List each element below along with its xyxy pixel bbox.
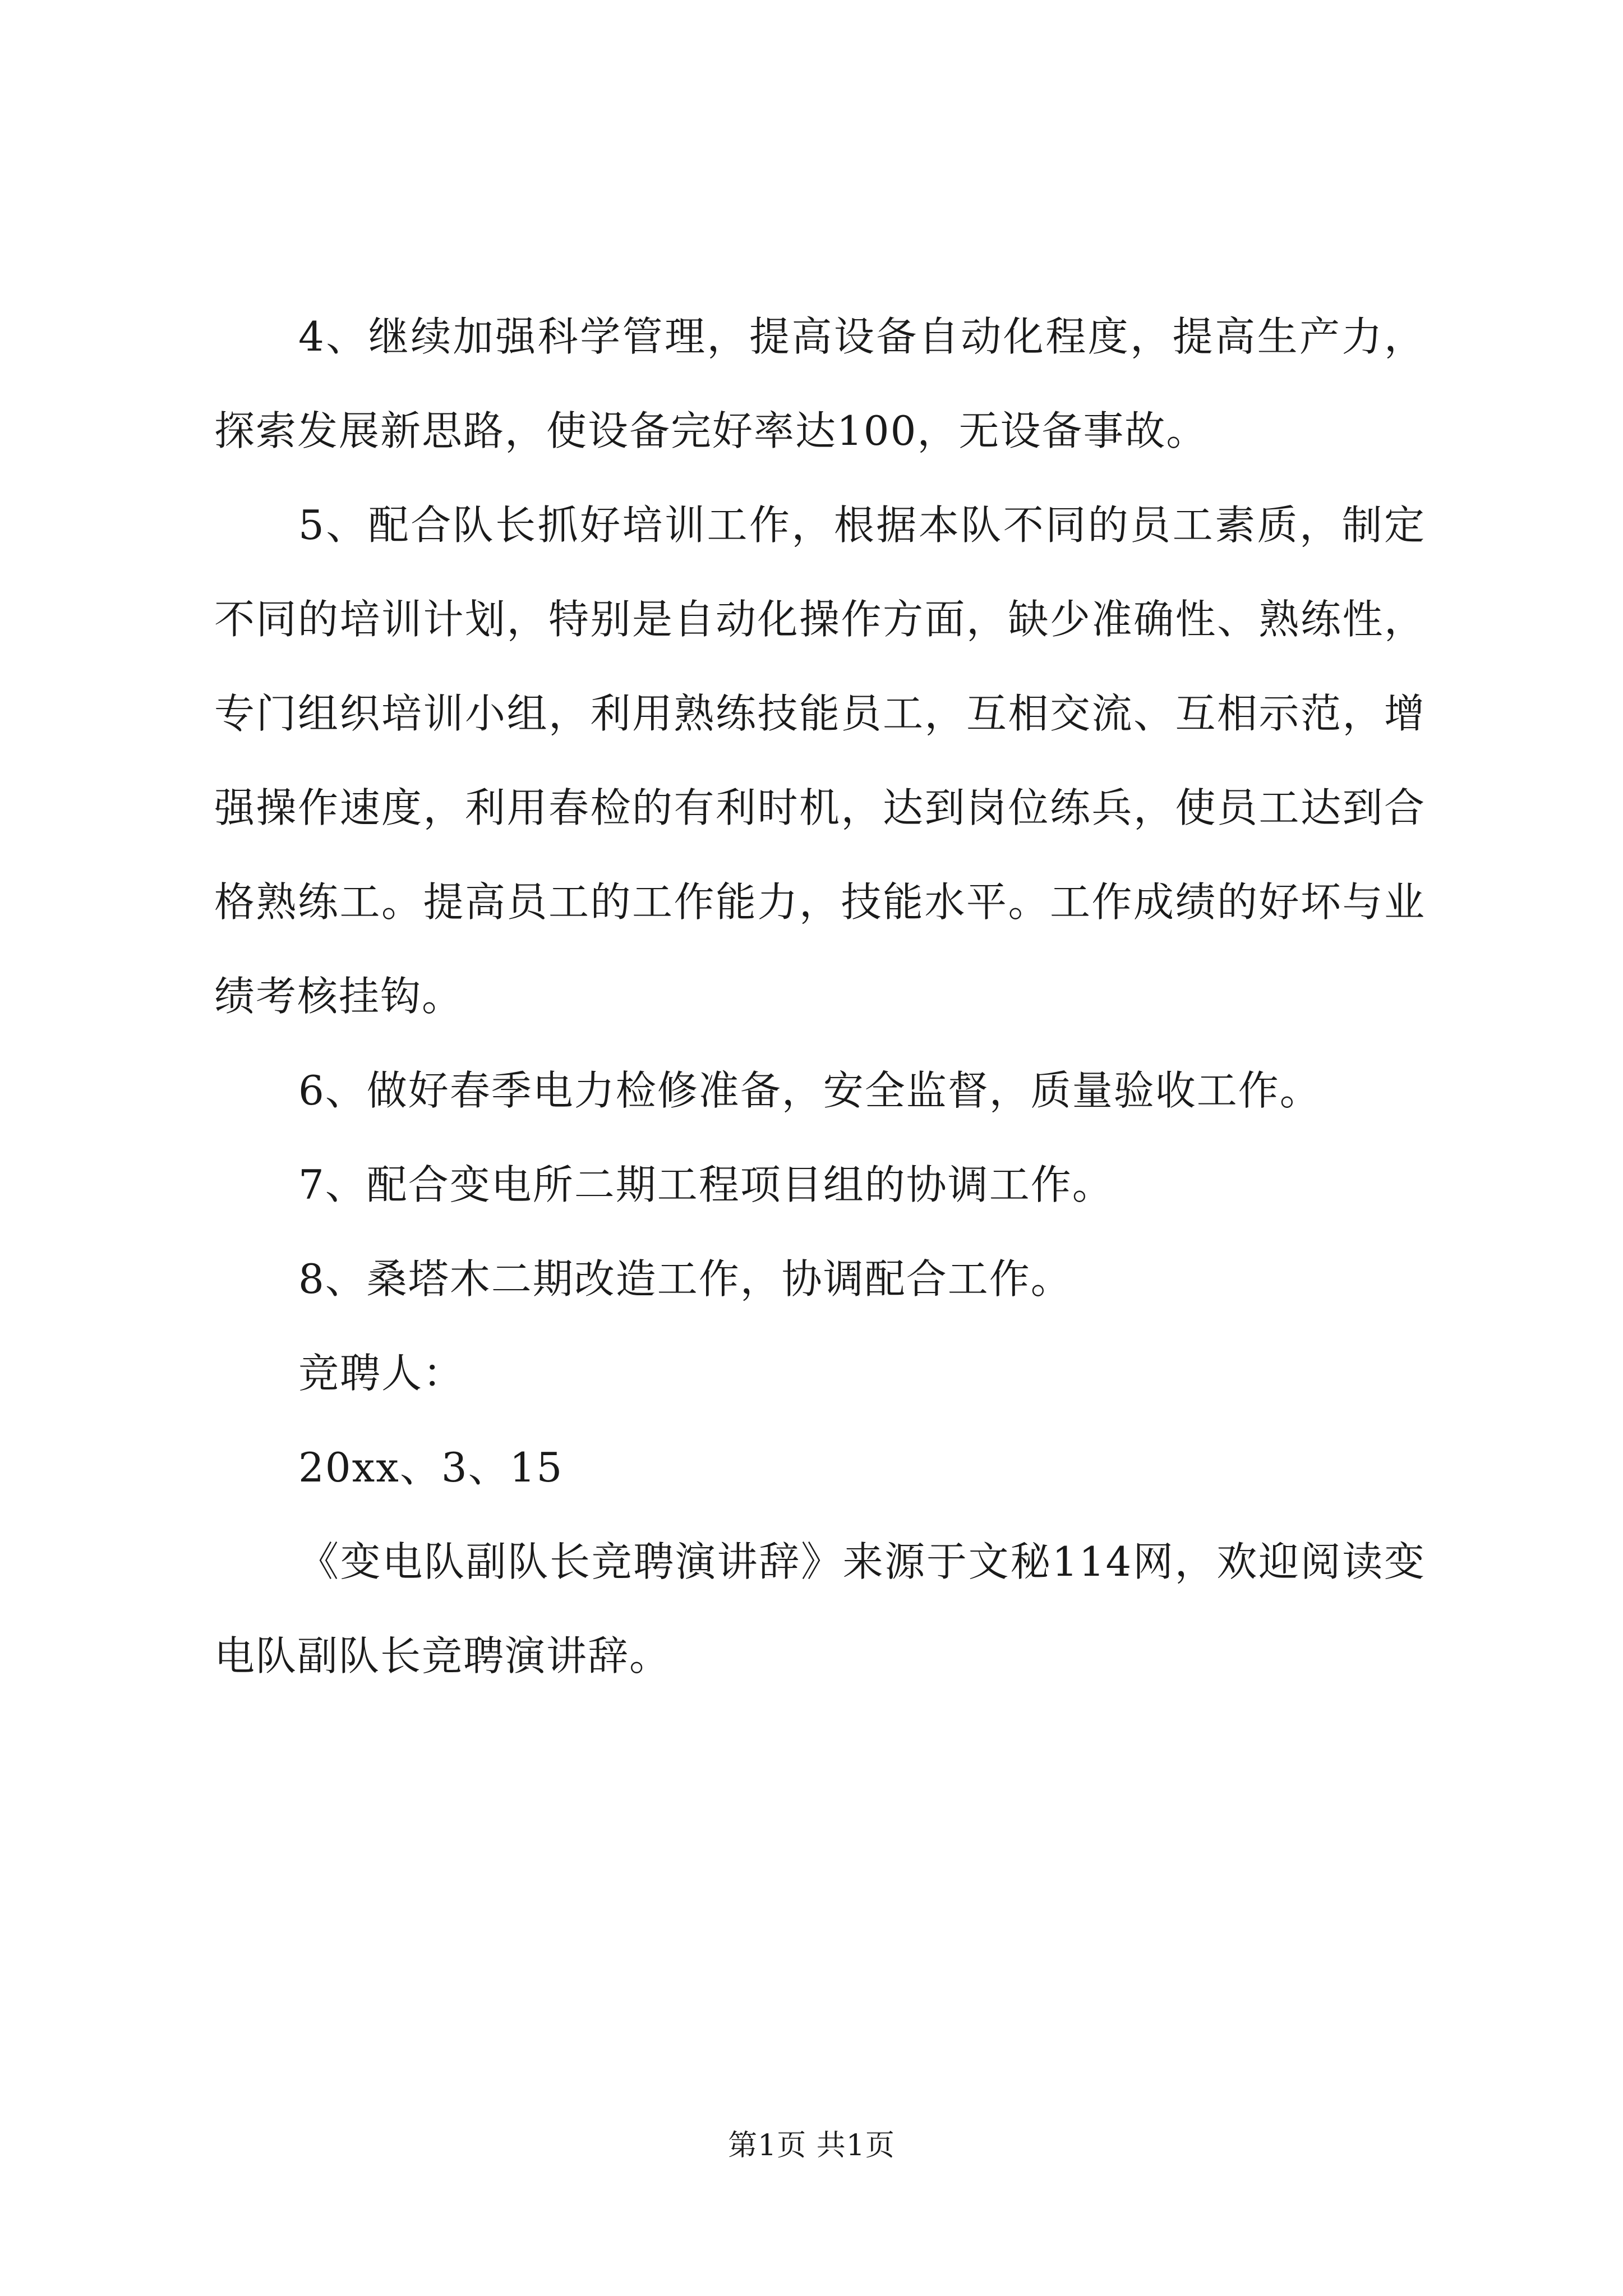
signature-line: 竞聘人： [298,1350,465,1397]
paragraph-item-4: 4、继续加强科学管理，提高设备自动化程度，提高生产力，探索发展新思路，使设备完好率达100，无设备事故。 [214,313,1426,454]
date-line: 20xx、3、15 [298,1444,564,1491]
paragraph-item-8: 8、桑塔木二期改造工作，协调配合工作。 [298,1255,1072,1303]
source-note: 《变电队副队长竞聘演讲辞》来源于文秘114网，欢迎阅读变电队副队长竞聘演讲辞。 [214,1538,1426,1680]
document-body [214,289,1426,1703]
paragraph-item-5: 5、配合队长抓好培训工作，根据本队不同的员工素质，制定不同的培训计划，特别是自动化操作方面，缺少准确性、熟练性，专门组织培训小组，利用熟练技能员工，互相交流、互相示范，增强操作速度，利用春检的有利时机，达到岗位练兵，使员工达到合格熟练工。提高员工的工作能力，技能水平。工作成绩的好坏与业绩考核挂钩。 [214,501,1426,1020]
page-number-label: 第1页 共1页 [728,2129,895,2162]
page-footer [0,2126,1623,2165]
paragraph-item-7: 7、配合变电所二期工程项目组的协调工作。 [298,1161,1114,1208]
paragraph-item-6: 6、做好春季电力检修准备，安全监督，质量验收工作。 [298,1067,1321,1114]
